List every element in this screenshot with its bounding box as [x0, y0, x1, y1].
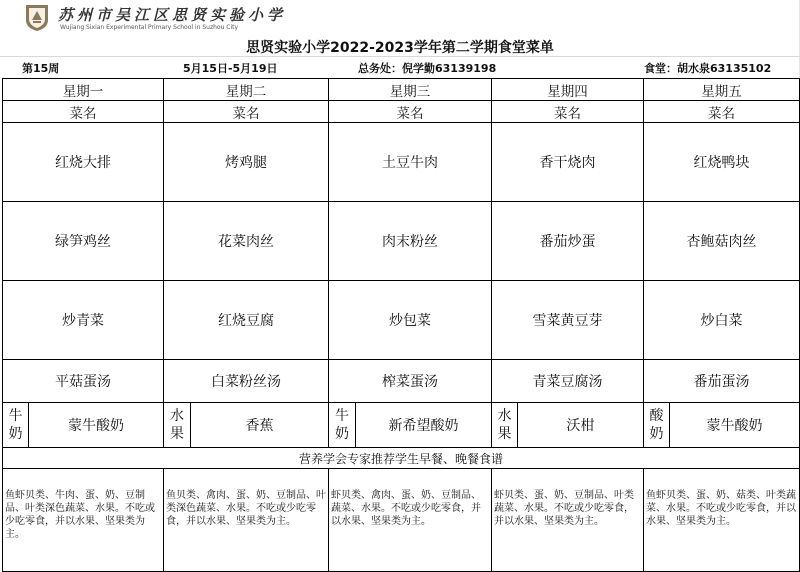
dish-cell: 炒青菜: [3, 281, 164, 360]
main-dish-row: [3, 123, 800, 202]
extra-item: 沃柑: [518, 403, 644, 448]
soup-cell: 榨菜蛋汤: [329, 360, 492, 403]
dish-cell: 红烧大排: [3, 123, 164, 202]
dish-label: 菜名: [329, 101, 492, 123]
extra-item: 香蕉: [191, 403, 329, 448]
dish-cell: 炒白菜: [644, 281, 800, 360]
dish-cell: 杏鲍菇肉丝: [644, 202, 800, 281]
school-name-en: Wujiang Sixian Experimental Primary School in Suzhou City: [60, 24, 239, 31]
soup-cell: 平菇蛋汤: [3, 360, 164, 403]
recommendation-cell: 鱼虾贝类、牛肉、蛋、奶、豆制品、叶类深色蔬菜、水果。不吃或少吃零食，并以水果、坚果类为主。: [3, 469, 164, 572]
recommendation-row: [3, 469, 800, 572]
dish-label: 菜名: [164, 101, 329, 123]
date-range: 5月15日-5月19日: [183, 62, 278, 75]
dish-cell: 雪菜黄豆芽: [492, 281, 644, 360]
soup-cell: 番茄蛋汤: [644, 360, 800, 403]
dish-label: 菜名: [644, 101, 800, 123]
extra-item: 蒙牛酸奶: [29, 403, 164, 448]
dish-cell: 花菜肉丝: [164, 202, 329, 281]
recommendation-title: 营养学会专家推荐学生早餐、晚餐食谱: [3, 448, 800, 469]
day-header-row: [3, 79, 800, 101]
recommendation-title-row: [3, 448, 800, 469]
recommendation-cell: 鱼虾贝类、蛋、奶、菇类、叶类蔬菜、水果。不吃或少吃零食，并以水果、坚果类为主。: [644, 469, 800, 572]
week-number: 第15周: [22, 62, 60, 75]
extra-tag: 酸 奶: [644, 403, 670, 448]
dish-cell: 土豆牛肉: [329, 123, 492, 202]
dish-cell: 香干烧肉: [492, 123, 644, 202]
info-bar: [0, 56, 800, 79]
extra-item: 新希望酸奶: [356, 403, 492, 448]
dish-cell: 红烧豆腐: [164, 281, 329, 360]
soup-cell: 青菜豆腐汤: [492, 360, 644, 403]
page-title: 思贤实验小学2022-2023学年第二学期食堂菜单: [246, 40, 554, 56]
side-dish-row: [3, 202, 800, 281]
dish-label: 菜名: [492, 101, 644, 123]
dish-cell: 红烧鸭块: [644, 123, 800, 202]
dish-cell: 番茄炒蛋: [492, 202, 644, 281]
dish-cell: 绿笋鸡丝: [3, 202, 164, 281]
extra-tag: 水 果: [164, 403, 191, 448]
recommendation-cell: 虾贝类、禽肉、蛋、奶、豆制品、蔬菜、水果。不吃或少吃零食，并以水果、坚果类为主。: [329, 469, 492, 572]
dish-label-row: [3, 101, 800, 123]
dish-cell: 肉末粉丝: [329, 202, 492, 281]
extra-tag: 水 果: [492, 403, 518, 448]
day-header: 星期三: [329, 79, 492, 101]
extra-tag: 牛 奶: [3, 403, 29, 448]
recommendation-cell: 虾贝类、蛋、奶、豆制品、叶类蔬菜、水果。不吃或少吃零食，并以水果、坚果类为主。: [492, 469, 644, 572]
vegetable-dish-row: [3, 281, 800, 360]
day-header: 星期四: [492, 79, 644, 101]
day-header: 星期五: [644, 79, 800, 101]
menu-table: [2, 78, 800, 572]
recommendation-cell: 鱼贝类、禽肉、蛋、奶、豆制品、叶类深色蔬菜、水果。不吃或少吃零食，并以水果、坚果类为主。: [164, 469, 329, 572]
school-logo-icon: [22, 2, 52, 32]
day-header: 星期一: [3, 79, 164, 101]
day-header: 星期二: [164, 79, 329, 101]
school-name-cn: 苏州市吴江区思贤实验小学: [58, 6, 287, 24]
dish-cell: 炒包菜: [329, 281, 492, 360]
extra-item: 蒙牛酸奶: [670, 403, 800, 448]
extra-item-row: [3, 403, 800, 448]
extra-tag: 牛 奶: [329, 403, 356, 448]
soup-cell: 白菜粉丝汤: [164, 360, 329, 403]
dish-label: 菜名: [3, 101, 164, 123]
office-contact: 总务处：倪学勤63139198: [358, 62, 497, 75]
soup-row: [3, 360, 800, 403]
dish-cell: 烤鸡腿: [164, 123, 329, 202]
canteen-contact: 食堂：胡水泉63135102: [644, 62, 772, 75]
